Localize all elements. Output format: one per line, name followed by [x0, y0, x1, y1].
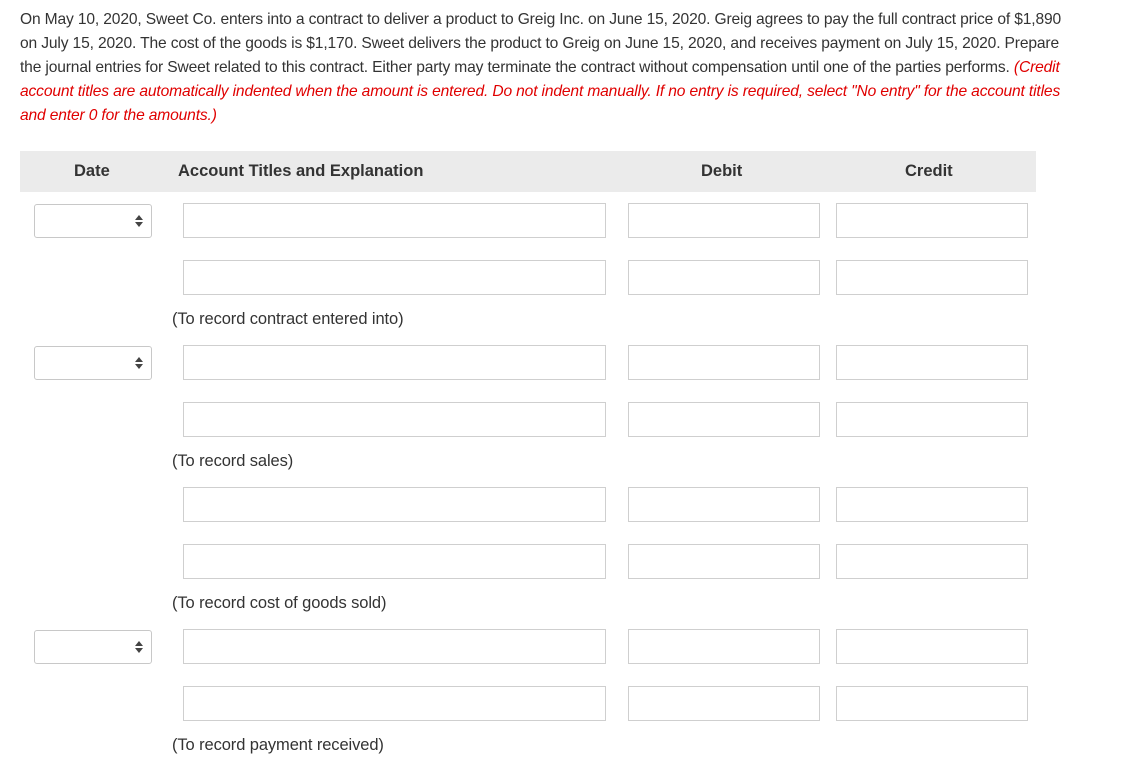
account-title-input[interactable] — [183, 345, 606, 380]
account-title-input[interactable] — [183, 203, 606, 238]
entry-note: (To record contract entered into) — [172, 310, 404, 328]
debit-input[interactable] — [628, 686, 820, 721]
question-instructions: (Credit account titles are automatically indented when the amount is entered. Do not indent manually. If no entry is required, select "No entry" for the account titles and enter 0 for the amounts.) — [20, 59, 1061, 124]
select-arrows-icon — [135, 357, 143, 369]
date-select[interactable] — [34, 204, 152, 238]
header-credit: Credit — [905, 162, 953, 180]
journal-table-header — [20, 151, 1036, 192]
account-title-input[interactable] — [183, 629, 606, 664]
debit-input[interactable] — [628, 260, 820, 295]
entry-note: (To record payment received) — [172, 736, 384, 754]
credit-input[interactable] — [836, 686, 1028, 721]
debit-input[interactable] — [628, 402, 820, 437]
account-title-input[interactable] — [183, 487, 606, 522]
debit-input[interactable] — [628, 487, 820, 522]
header-account-titles: Account Titles and Explanation — [178, 162, 424, 180]
entry-note: (To record sales) — [172, 452, 294, 470]
debit-input[interactable] — [628, 629, 820, 664]
debit-input[interactable] — [628, 544, 820, 579]
account-title-input[interactable] — [183, 686, 606, 721]
header-date: Date — [74, 162, 110, 180]
header-debit: Debit — [701, 162, 743, 180]
entry-note: (To record cost of goods sold) — [172, 594, 387, 612]
credit-input[interactable] — [836, 260, 1028, 295]
question-text — [20, 8, 1082, 128]
credit-input[interactable] — [836, 629, 1028, 664]
date-select[interactable] — [34, 346, 152, 380]
credit-input[interactable] — [836, 345, 1028, 380]
credit-input[interactable] — [836, 203, 1028, 238]
credit-input[interactable] — [836, 544, 1028, 579]
credit-input[interactable] — [836, 402, 1028, 437]
account-title-input[interactable] — [183, 544, 606, 579]
question-body: On May 10, 2020, Sweet Co. enters into a contract to deliver a product to Greig Inc. on June 15, 2020. Greig agrees to pay the full contract price of $1,890 on July 15, 2020. The cost of the goods is $1,170. Sweet delivers the product to Greig on June 15, 2020, and receives payment on July 15, 2020. Prepare the journal entries for Sweet related to this contract. Either party may terminate the contract without compensation until one of the parties performs. — [20, 11, 1062, 76]
date-select[interactable] — [34, 630, 152, 664]
select-arrows-icon — [135, 215, 143, 227]
select-arrows-icon — [135, 641, 143, 653]
account-title-input[interactable] — [183, 260, 606, 295]
account-title-input[interactable] — [183, 402, 606, 437]
debit-input[interactable] — [628, 203, 820, 238]
credit-input[interactable] — [836, 487, 1028, 522]
debit-input[interactable] — [628, 345, 820, 380]
